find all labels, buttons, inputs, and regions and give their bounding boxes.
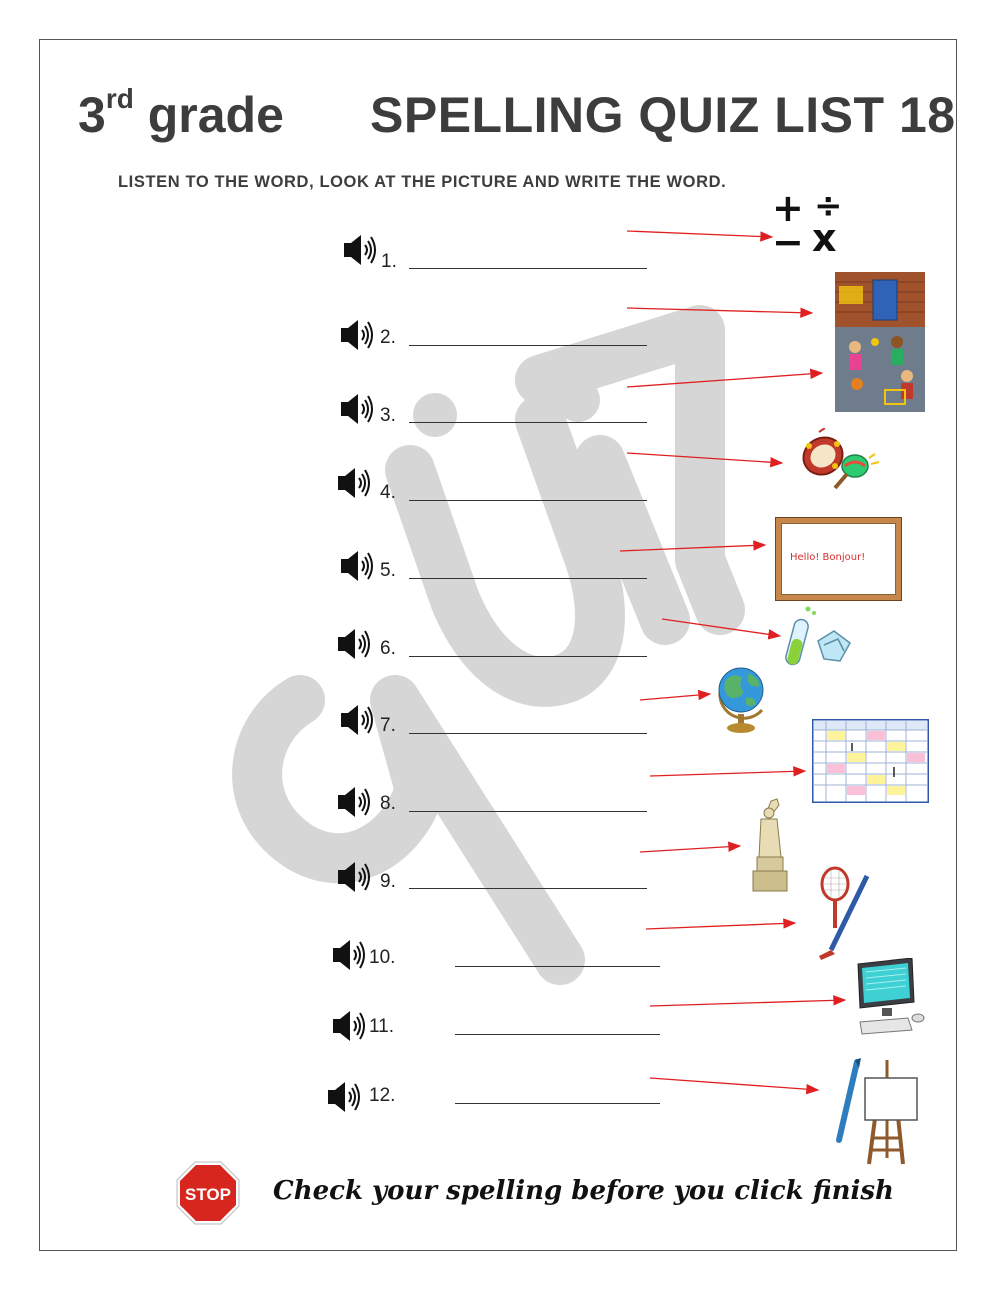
arrow-7 [640, 694, 710, 700]
arrow-9 [640, 846, 740, 852]
item-number: 10. [369, 947, 396, 968]
item-number: 8. [380, 793, 396, 814]
arrow-2 [627, 308, 812, 313]
item-number: 12. [369, 1085, 396, 1106]
times-symbol: x [812, 216, 837, 260]
art-easel-picture [835, 1058, 940, 1170]
arrow-12 [650, 1078, 818, 1090]
music-instruments-picture [795, 428, 885, 490]
playground-picture [835, 272, 925, 412]
page-title: SPELLING QUIZ LIST 18 [370, 87, 956, 143]
minus-symbol: − [772, 220, 804, 264]
arrow-8 [650, 771, 805, 776]
item-number: 2. [380, 327, 396, 348]
item-number: 6. [380, 638, 396, 659]
item-number: 4. [380, 482, 396, 503]
plus-symbol: + [772, 186, 804, 230]
math-symbols-picture [768, 186, 848, 267]
divide-symbol: ÷ [814, 186, 843, 226]
statue-picture [747, 797, 795, 895]
arrow-4 [627, 453, 782, 463]
item-number: 11. [369, 1016, 395, 1037]
arrow-5 [620, 545, 765, 551]
arrow-11 [650, 1000, 845, 1006]
globe-picture [712, 662, 770, 734]
item-number: 7. [380, 715, 396, 736]
sports-equipment-picture [815, 866, 873, 960]
grade-label: 3rd grade [78, 83, 284, 143]
science-tools-picture [782, 605, 854, 671]
footer-message: Check your spelling before you click finish [273, 1176, 894, 1206]
arrow-10 [646, 923, 795, 929]
stop-sign-icon [175, 1160, 241, 1226]
computer-picture [852, 958, 926, 1040]
arrow-3 [627, 373, 822, 387]
board-text: Hello! Bonjour! [790, 552, 866, 563]
item-number: 1. [381, 251, 397, 272]
stop-sign-text: STOP [185, 1185, 231, 1204]
item-number: 9. [380, 871, 396, 892]
item-number: 3. [380, 405, 396, 426]
arrow-6 [662, 619, 780, 636]
arrow-1 [627, 231, 772, 237]
language-board-picture [775, 517, 902, 601]
item-number: 5. [380, 560, 396, 581]
instruction-text: LISTEN TO THE WORD, LOOK AT THE PICTURE AND WRITE THE WORD. [118, 173, 727, 191]
timetable-picture [812, 719, 929, 803]
